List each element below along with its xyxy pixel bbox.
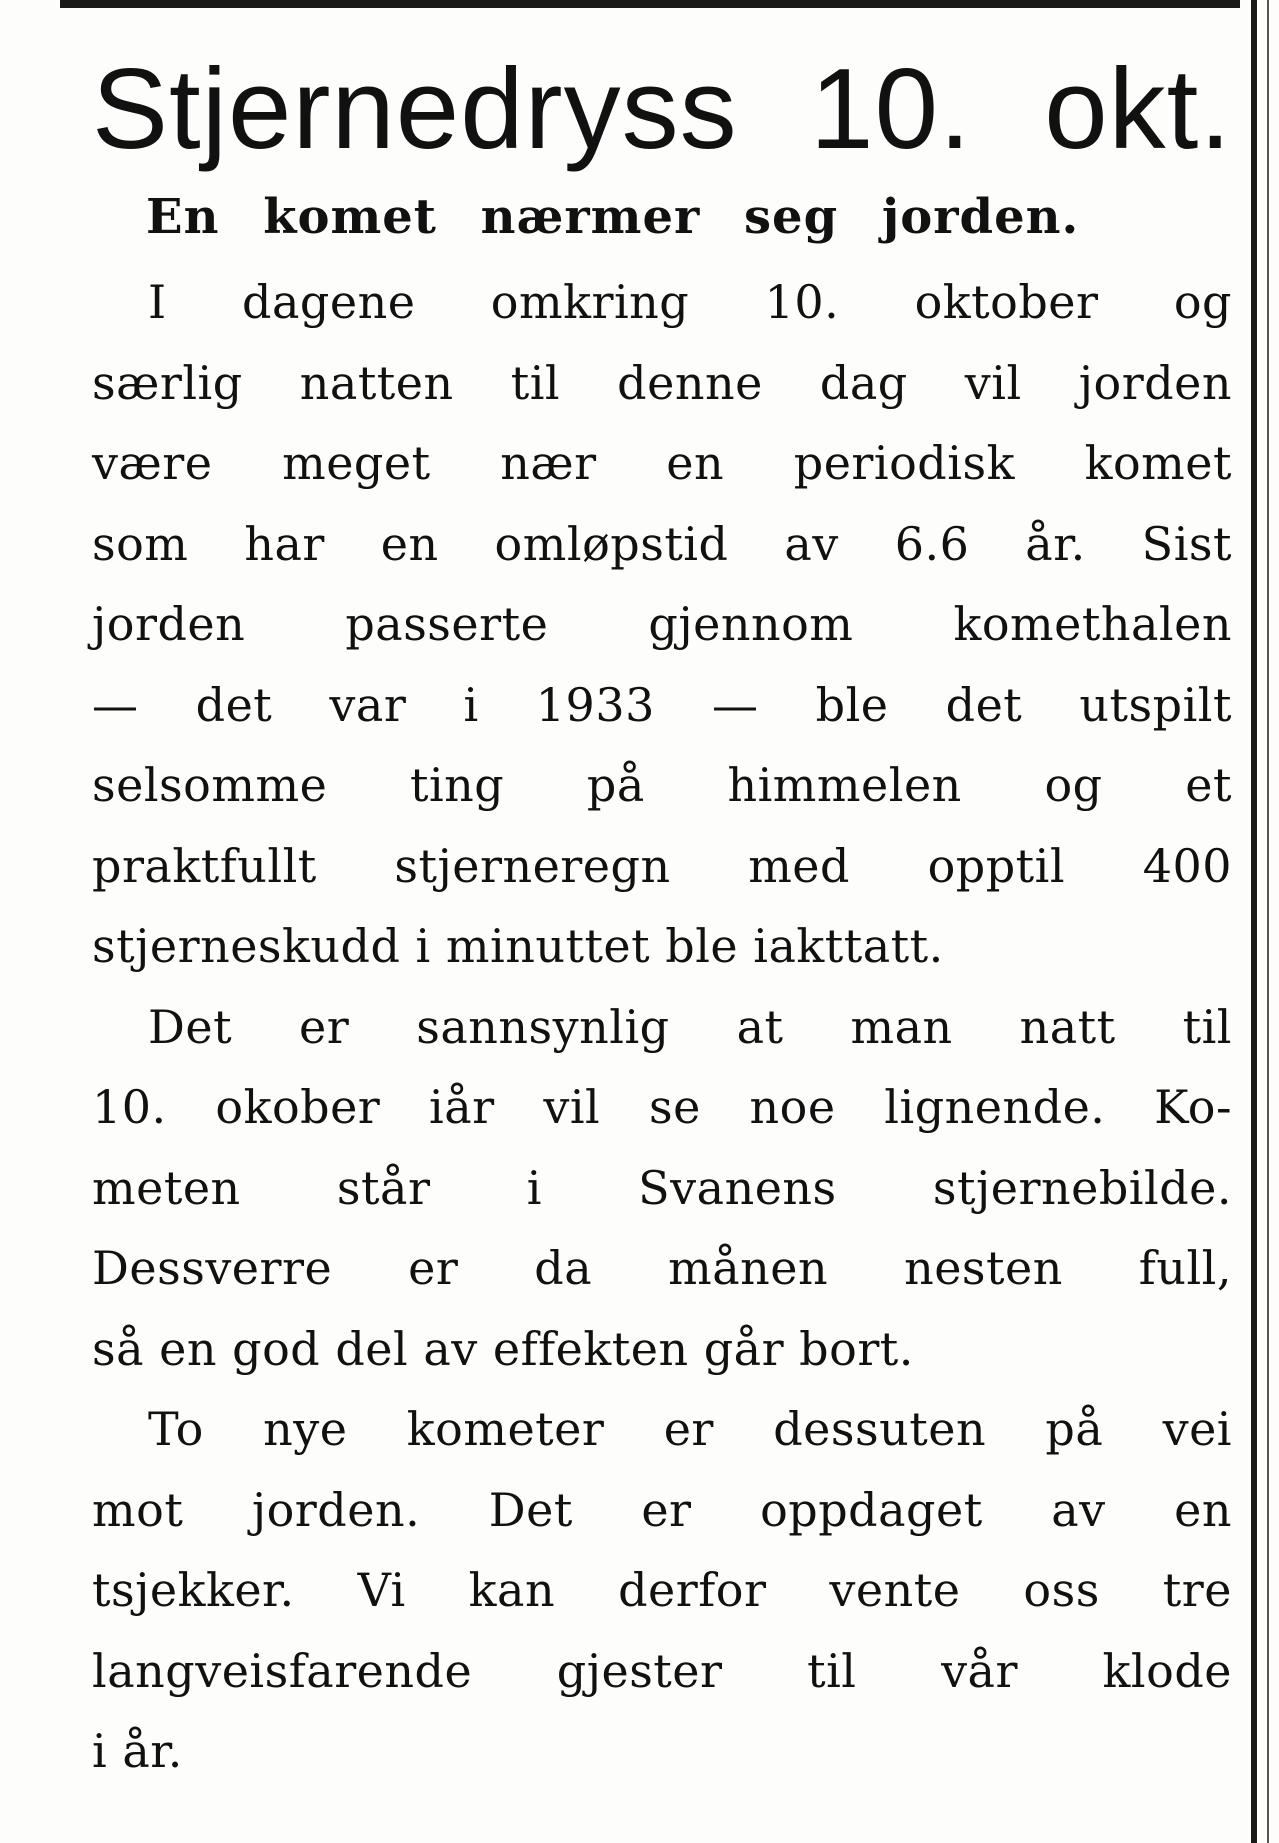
paragraph-1 (92, 262, 1232, 987)
text-line: — det var i 1933 — ble det utspilt (92, 677, 1232, 732)
text-line: selsomme ting på himmelen og et (92, 758, 1232, 812)
paragraph-2 (92, 987, 1232, 1390)
text-line: Det er sannsynlig at man natt til (148, 999, 1232, 1054)
article-column (92, 40, 1232, 1792)
article-headline: Stjernedryss 10. okt. (92, 46, 1232, 173)
text-line: langveisfarende gjester til vår klode (92, 1643, 1232, 1698)
text-line: stjerneskudd i minuttet ble iakttatt. (92, 919, 944, 973)
text-line: mot jorden. Det er oppdaget av en (92, 1482, 1232, 1537)
article-body (92, 262, 1232, 1792)
text-line: Dessverre er da månen nesten full, (92, 1241, 1232, 1295)
text-line: 10. okober iår vil se noe lignende. Ko- (92, 1080, 1232, 1134)
article-subheadline: En komet nærmer seg jorden. (146, 189, 1080, 245)
column-rule-thin (1267, 0, 1269, 1843)
column-rule (1251, 0, 1257, 1843)
paragraph-3 (92, 1389, 1232, 1792)
text-line: særlig natten til denne dag vil jorden (92, 355, 1232, 410)
text-line: To nye kometer er dessuten på vei (148, 1402, 1232, 1456)
text-line: i år. (92, 1724, 183, 1778)
text-line: som har en omløpstid av 6.6 år. Sist (92, 516, 1232, 571)
text-line: så en god del av effekten går bort. (92, 1321, 914, 1376)
text-line: være meget nær en periodisk komet (92, 436, 1232, 490)
text-line: jorden passerte gjennom komethalen (92, 597, 1232, 651)
text-line: praktfullt stjerneregn med opptil 400 (92, 838, 1232, 893)
text-line: meten står i Svanens stjernebilde. (92, 1160, 1232, 1215)
text-line: tsjekker. Vi kan derfor vente oss tre (92, 1563, 1232, 1617)
top-rule (60, 0, 1240, 8)
text-line: I dagene omkring 10. oktober og (148, 275, 1232, 329)
